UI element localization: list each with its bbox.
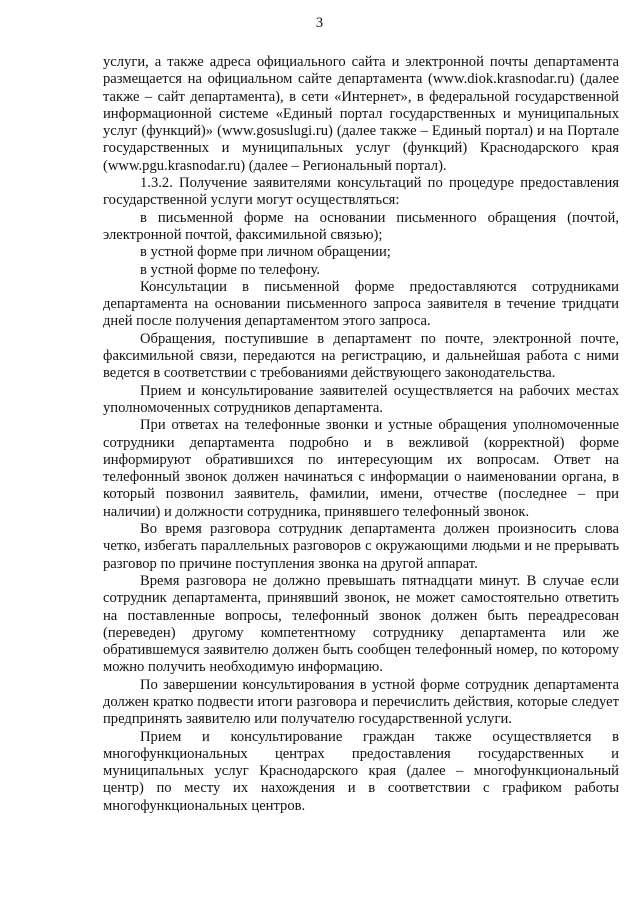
paragraph: По завершении консультирования в устной форме сотрудник департамента должен кратко подвести итоги разговора и перечислить действия, которые следует предпринять заявителю или получателю государственной услуги. — [103, 676, 619, 728]
paragraph: в устной форме при личном обращении; — [140, 244, 391, 261]
paragraph: Прием и консультирование заявителей осуществляется на рабочих местах уполномоченных сотрудников департамента. — [103, 382, 619, 416]
paragraph: При ответах на телефонные звонки и устные обращения уполномоченные сотрудники департамента подробно и в вежливой (корректной) форме информируют обратившихся по интересующим их вопросам. Ответ на телефонный звонок должен начинаться с информации о наименовании органа, в который позвонил заявитель, фамилии, имени, отчестве (последнее – при наличии) и должности сотрудника, принявшего телефонный звонок. — [103, 417, 619, 520]
paragraph: в устной форме по телефону. — [140, 261, 321, 278]
document-body — [103, 54, 619, 815]
paragraph: Время разговора не должно превышать пятнадцати минут. В случае если сотрудник департамента, принявший звонок, не может самостоятельно ответить на поставленные вопросы, телефонный звонок должен быть переадресован (переведен) другому компетентному сотруднику департамента или же обратившемуся заявителю должен быть сообщен телефонный номер, по которому можно получить необходимую информацию. — [103, 572, 619, 676]
paragraph: Прием и консультирование граждан также осуществляется в многофункциональных центрах предоставления государственных и муниципальных услуг Краснодарского края (далее – многофункциональный центр) по месту их нахождения и в соответствии с графиком работы многофункциональных центров. — [103, 728, 619, 814]
paragraph: Во время разговора сотрудник департамента должен произносить слова четко, избегать параллельных разговоров с окружающими людьми и не прерывать разговор по причине поступления звонка на другой аппарат. — [103, 521, 619, 572]
paragraph: 1.3.2. Получение заявителями консультаций по процедуре предоставления государственной услуги могут осуществляться: — [103, 175, 619, 209]
page-number: 3 — [315, 15, 324, 31]
paragraph: услуги, а также адреса официального сайта и электронной почты департамента размещается на официальном сайте департамента (www.diok.krasnodar.ru) (далее также – сайт департамента), в сети «Интернет», в федеральной государственной информационной системе «Единый портал государственных и муниципальных услуг (функций)» (www.gosuslugi.ru) (далее также – Единый портал) и на Портале государственных и муниципальных услуг (функций) Краснодарского края (www.pgu.krasnodar.ru) (далее – Региональный портал). — [103, 54, 619, 174]
paragraph: Обращения, поступившие в департамент по почте, электронной почте, факсимильной связи, передаются на регистрацию, и дальнейшая работа с ними ведется в соответствии с требованиями действующего законодательства. — [103, 330, 619, 382]
paragraph: Консультации в письменной форме предоставляются сотрудниками департамента на основании письменного запроса заявителя в течение тридцати дней после получения департаментом этого запроса. — [103, 278, 619, 330]
paragraph: в письменной форме на основании письменного обращения (почтой, электронной почтой, факсимильной связью); — [103, 209, 619, 243]
